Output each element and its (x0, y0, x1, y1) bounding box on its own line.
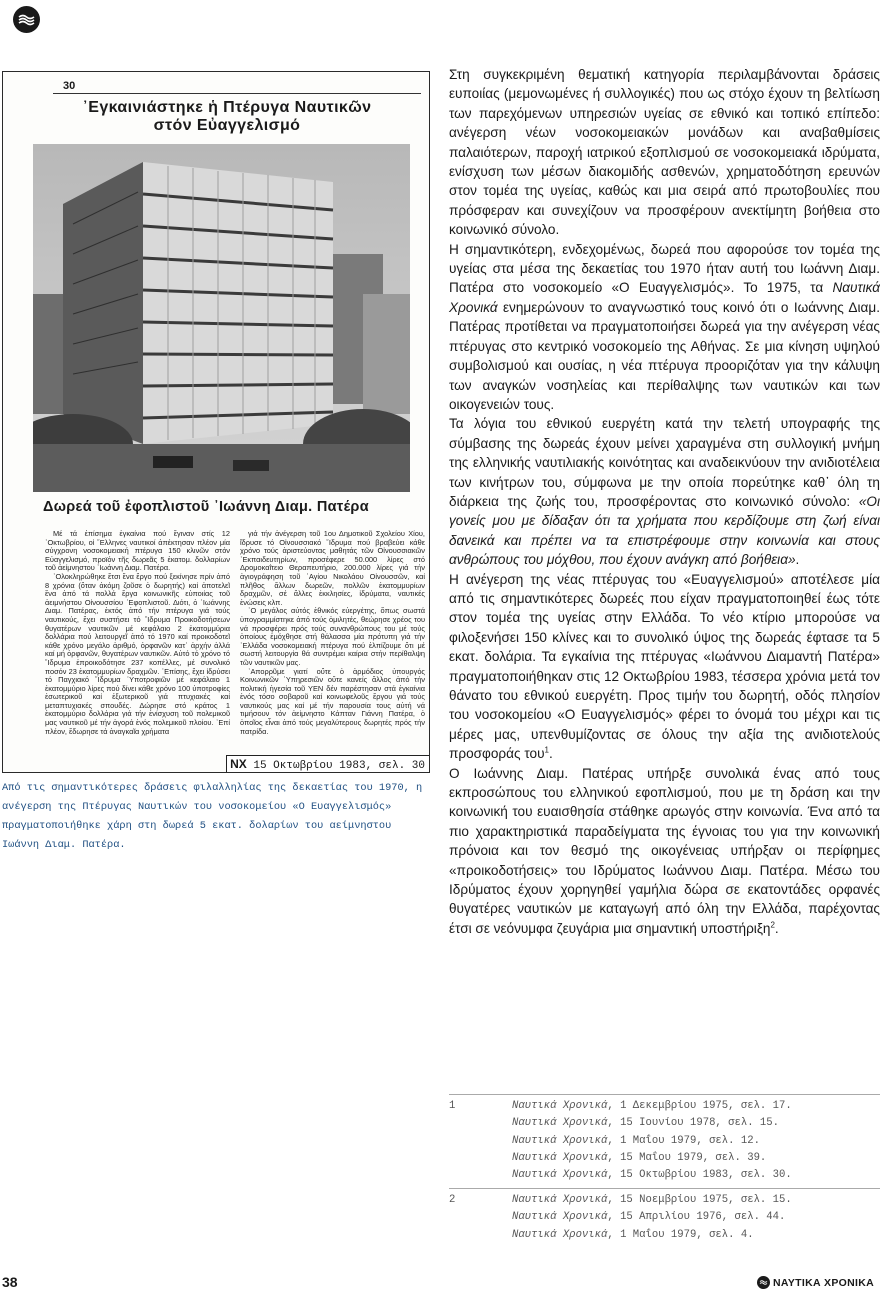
hospital-wing-photo (33, 144, 410, 492)
footnote-divider (449, 1094, 880, 1095)
clipping-text-columns (45, 530, 425, 740)
footnote-ref-list (512, 1192, 792, 1244)
footnote-ref-item: Ναυτικά Χρονικά, 1 Μαΐου 1979, σελ. 4. (512, 1228, 754, 1241)
clipping-rule (53, 93, 421, 94)
clipping-column-2 (240, 530, 425, 740)
clipping-page-number: 30 (63, 80, 76, 92)
brand-name: ΝΑΥΤΙΚΑ ΧΡΟΝΙΚΑ (773, 1276, 874, 1289)
patera-quote: «Οι γονείς μου με δίδαξαν ότι τα χρήματα που κερδίζουμε στη ζωή είναι δανεικά και πρέπει να τα επιστρέφουμε στην κοινωνία και στους ανθρώπους του μόχθου, που έχουν ανάγκη από βοήθεια» (449, 493, 880, 568)
source-ref: 15 Οκτωβρίου 1983, σελ. 30 (253, 760, 425, 772)
article-paragraph (449, 240, 880, 415)
text-run: ενημερώνουν το αναγνωστικό τους κοινό ότι ο Ιωάννης Διαμ. Πατέρας προτίθεται να πραγματοποιήσει δωρεά για την ανέγερση νέας πτέρυγας στο κεντρικό νοσοκομείο της Αθήνας. Σε μια κίνηση υψηλού συμβολισμού και ουσίας, η νέα πτέρυγα προοριζόταν για την κάλυψη των αναγκών νοσηλείας και περίθαλψης των ναυτικών και των οικογενειών τους. (449, 299, 880, 412)
clipping-title (33, 99, 421, 135)
article-paragraph (449, 414, 880, 569)
footnote-divider (449, 1188, 880, 1189)
clipping-title-line1: ᾿Εγκαινιάστηκε ἡ Πτέρυγα Ναυτικῶν (82, 99, 372, 116)
footnote-ref-item: Ναυτικά Χρονικά, 15 Νοεμβρίου 1975, σελ. 15. (512, 1194, 792, 1206)
clipping-paragraph: Μέ τά ἐπίσημα ἐγκαίνια πού ἔγιναν στίς 12 ᾿Οκτωβρίου, οἱ ῞Ελληνες ναυτικοί ἀπέκτησαν πλέον μία σύγχρονη νοσοκομειακή πτέρυγα 150 κλινῶν στόν Εὐαγγελισμό, προϊόν τῆς δωρεᾶς 5 ἑκατομ. δολλαρίων τοῦ ἀείμνηστου ᾿Ιωάννη Διαμ. Πατέρα. (45, 530, 230, 573)
text-run: . (774, 920, 779, 936)
publication-title: Ναυτικά Χρονικά (449, 280, 880, 315)
clipping-headline: Δωρεά τοῦ ἐφοπλιστοῦ ᾿Ιωάννη Διαμ. Πατέρα (43, 499, 369, 515)
footnote-ref-list (512, 1098, 792, 1184)
footnote-ref-item: Ναυτικά Χρονικά, 1 Δεκεμβρίου 1975, σελ. 17. (512, 1100, 792, 1112)
footnote-number: 1 (449, 1100, 456, 1112)
footnote-ref: 2 (770, 920, 775, 930)
text-run: Τα λόγια του εθνικού ευεργέτη κατά την τελετή υπογραφής της σύμβασης της δωρεάς έχουν μείνει χαραγμένα στη συλλογική μνήμη της ελληνικής ναυτιλιακής κοινότητας και αναδεικνύουν την ανιδιοτέλεια των κινήτρων του, σύμφωνα με την οποία πορεύτηκε καθ᾿ όλη τη διάρκεια της ζωής του, προσφέροντας στο κοινωνικό σύνολο: (449, 416, 880, 509)
article-paragraph (449, 764, 880, 939)
brand-footer (757, 1276, 874, 1289)
clipping-paragraph: ᾿Ολοκληρώθηκε ἔτσι ἕνα ἔργο πού ξεκίνησε πρίν ἀπό 8 χρόνια (ὅταν ἀκόμη ζοῦσε ὁ δωρητής) καί ἀποτελεῖ ἕνα ἀπό τά πολλά ἔργα κοινωνικῆς εὐποιίας τοῦ ἀειμνήστου Οἰνουσσίου ᾿Εφοπλιστοῦ. Διότι, ὁ ᾿Ιωάννης Διαμ. Πατέρας, ἐκτός ἀπό τήν πτέρυγα γιά τούς ναυτικούς, ἔχει συστήσει τό ῎Ιδρυμα Προικοδοτήσεων θυγατέρων ναυτικῶν μέ κεφάλαιο 2 ἑκατομμύρια δολλάρια πού λειτουργεῖ ἀπό τό 1970 καί προικοδοτεῖ κάθε χρόνο μεγάλο ἀριθμό, ὀρφανῶν κατ᾿ ἀρχήν ἀλλά καί μή ὀρφανῶν, θυγατέρων ναυτικῶν. Αὐτό τό χρόνο τό ῎Ιδρυμα ἐπροικοδότησε 237 κοπέλλες, μέ συνολικό ποσόν 23 ἑκατομμυρίων δραχμῶν. ᾿Επίσης, ἔχει ἱδρύσει τό Παγχιακό ῎Ιδρυμα ῾Υποτροφιῶν μέ κεφάλαιο 1 ἑκατομμύριο λίρες πού δίνει κάθε χρόνο 100 ὑποτροφίες ἐσωτερικοῦ καί ἐξωτερικοῦ γιά πτυχιακές καί μεταπτυχιακές σπουδές. Δώρησε στό κράτος 1 ἑκατομμύριο δολλάρια γιά τήν ἐνίσχυση τοῦ πολεμικοῦ μας ναυτικοῦ μέ τήν ἀγορά ἑνός πολεμικοῦ πλοίου. ᾿Επί πλέον, ἔδωρησε τά ἀναγκαῖα χρήματα (45, 571, 230, 736)
text-run: Η ανέγερση της νέας πτέρυγας του «Ευαγγελισμού» αποτέλεσε μία από τις σημαντικότερες δωρεές που είχαν πραγματοποιηθεί έως τότε στον τομέα της υγείας στην Ελλάδα. Το νέο κτίριο μπορούσε να φιλοξενήσει 150 κλίνες και το συνολικό ύψος της δωρεάς έφτασε τα 5 εκατ. δολάρια. Τα εγκαίνια της πτέρυγας «Ιωάννου Διαμαντή Πατέρα» πραγματοποιήθηκαν στις 12 Οκτωβρίου 1983, τέσσερα χρόνια μετά τον θάνατο του εθνικού ευεργέτη. Προς τιμήν του δωρητή, οδός πλησίον του νοσοκομείου «Ο Ευαγγελισμός» φέρει το όνομά του μέχρι και τις μέρες μας, υπενθυμίζοντας σε όλους την αξία της ανιδιοτελούς προσφοράς του (449, 571, 880, 762)
footnote-number: 2 (449, 1194, 456, 1206)
wave-logo-icon (757, 1276, 770, 1289)
article-body (449, 65, 880, 938)
newspaper-clipping (2, 71, 430, 773)
clipping-title-line2: στόν Εὐαγγελισμό (153, 117, 301, 134)
clipping-caption: Από τις σημαντικότερες δράσεις φιλαλληλίας της δεκαετίας του 1970, η ανέγερση της Πτέρυγας Ναυτικών του νοσοκομείου «Ο Ευαγγελισμός» πραγματοποιήθηκε χάρη στη δωρεά 5 εκατ. δολαρίων του αείμνηστου Ιωάννη Διαμ. Πατέρα. (2, 782, 423, 851)
footnote-ref-item: Ναυτικά Χρονικά, 15 Ιουνίου 1978, σελ. 15. (512, 1117, 780, 1130)
clipping-paragraph: γιά τήν ἀνέγερση τοῦ 1ου Δημοτικοῦ Σχολείου Χίου, ἵδρυσε τό Οἰνουσσιακό ῎Ιδρυμα πού βραβεύει κάθε χρόνο τούς ἀριστεύοντας μαθητάς τῶν Οἰνουσσιακῶν ᾿Εκπαιδευτηρίων, προσέφερε 50.000 λίρες στό Δρομοκαΐτειο Θεραπευτήριο, 200.000 λίρες γιά τήν ἁγιογράφηση τοῦ ῾Αγίου Νικολάου Οἰνουσσῶν, καί πλῆθος ἄλλων δωρεῶν, πολλῶν ἑκατομμυρίων δραχμῶν, σέ ἄλλες ἐκκλησίες, ἱδρύματα, ναυτικές ἑνώσεις κλπ. (240, 530, 425, 607)
text-run: Η σημαντικότερη, ενδεχομένως, δωρεά που αφορούσε τον τομέα της υγείας στα μέσα της δεκαετίας του 1970 ήταν αυτή του Ιωάννη Διαμ. Πατέρα στο νοσοκομείο «Ο Ευαγγελισμός». Το 1975, τα (449, 241, 880, 296)
text-run: Ο Ιωάννης Διαμ. Πατέρας υπήρξε συνολικά ένας από τους εκπροσώπους του ελληνικού εφοπλισμού, που με τη δράση και την κοινωνική του ευαισθησία στάθηκε αρωγός στην κοινωνία. Ένα από τα πιο χαρακτηριστικά παραδείγματα της έγνοιας του για την κοινωνική πρόνοια και τον θεσμό της οικογένειας υπήρξαν οι περίφημες «προικοδοτήσεις» του Ιδρύματος Ιωάννου Διαμ. Πατέρα. Μέσω του Ιδρύματος έχουν χορηγηθεί γαμήλια δώρα σε εκατοντάδες ορφανές θυγατέρες ναυτικών με καταγωγή από όλη την Ελλάδα, παρέχοντας έτσι σε νεόνυμφα ζευγάρια μια σημαντική υποστήριξη (449, 765, 880, 936)
magazine-logo-icon (13, 6, 40, 33)
footnote-ref-item: Ναυτικά Χρονικά, 15 Απριλίου 1976, σελ. 44. (512, 1211, 786, 1224)
clipping-column-1 (45, 530, 230, 740)
footnote-ref-item: Ναυτικά Χρονικά, 1 Μαΐου 1979, σελ. 12. (512, 1134, 760, 1147)
text-run: . (548, 746, 553, 762)
footnote-ref-item: Ναυτικά Χρονικά, 15 Οκτωβρίου 1983, σελ. 30. (512, 1169, 792, 1182)
clipping-paragraph: ᾿Απορρῦμε γιατί οὔτε ὁ ἁρμόδιος ὑπουργός Κοινωνικῶν ῾Υπηρεσιῶν οὔτε κανείς ἄλλος ἀπό τήν πολιτική ἡγεσία τοῦ ΥΕΝ δέν παρέστησαν στά ἐγκαίνια ἑνός τόσο σοβαροῦ καί κοινωφελοῦς ἔργου γιά τούς ναυτικούς μας καί μέ τήν παρουσία τους αὐτή νά τιμήσουν τόν ἀείμνηστο Κάπταν Γιάννη Πατέρα, ὁ ὁποῖος εἶναι ἀπό τούς μεγαλύτερους δωρητές πρός τήν πατρίδα. (240, 666, 425, 736)
article-paragraph: Στη συγκεκριμένη θεματική κατηγορία περιλαμβάνονται δράσεις ευποιίας (μεμονωμένες ή συλλογικές) που ως στόχο έχουν τη βελτίωση των παρεχόμενων υπηρεσιών υγείας σε εθνικό και τοπικό επίπεδο: ανέγερση νέων νοσοκομειακών μονάδων και αναβαθμίσεις παλαιότερων, παροχή ιατρικού εξοπλισμού σε νοσοκομειακά ιδρύματα, ενίσχυση των μέσων διακομιδής ασθενών, χρηματοδότηση ερευνών στον τομέα της υγείας, καθώς και μια σειρά από πρωτοβουλίες που πρόσφεραν και συνεχίζουν να προσφέρουν ανεκτίμητη βοήθεια στο κοινωνικό σύνολο. (449, 67, 880, 238)
footnote-ref-item: Ναυτικά Χρονικά, 15 Μαΐου 1979, σελ. 39. (512, 1151, 767, 1164)
text-run: . (795, 552, 800, 568)
clipping-source-tag (226, 755, 429, 772)
clipping-paragraph: ῾Ο μεγάλος αὐτός ἐθνικός εὐεργέτης, ὅπως σωστά ὑπογραμμίστηκε ἀπό τούς ὁμιλητές, θεώρησε χρέος του νά προσφέρει πρός τούς συνανθρώπους του μέ τούς ὁποίους ἐμόχθησε στή θάλασσα μία πρότυπη γιά τήν ῾Ελλάδα νοσοκομειακή πτέρυγα πού ἐλπίζουμε ὅτι μέ σωστή λειτουργία θά συντρέμει καίρια στήν περίθαλψη τῶν ναυτικῶν μας. (240, 606, 425, 667)
source-abbr: ΝΧ (230, 757, 247, 771)
article-paragraph (449, 570, 880, 764)
page-number: 38 (2, 1274, 18, 1290)
footnote-ref: 1 (544, 745, 549, 755)
